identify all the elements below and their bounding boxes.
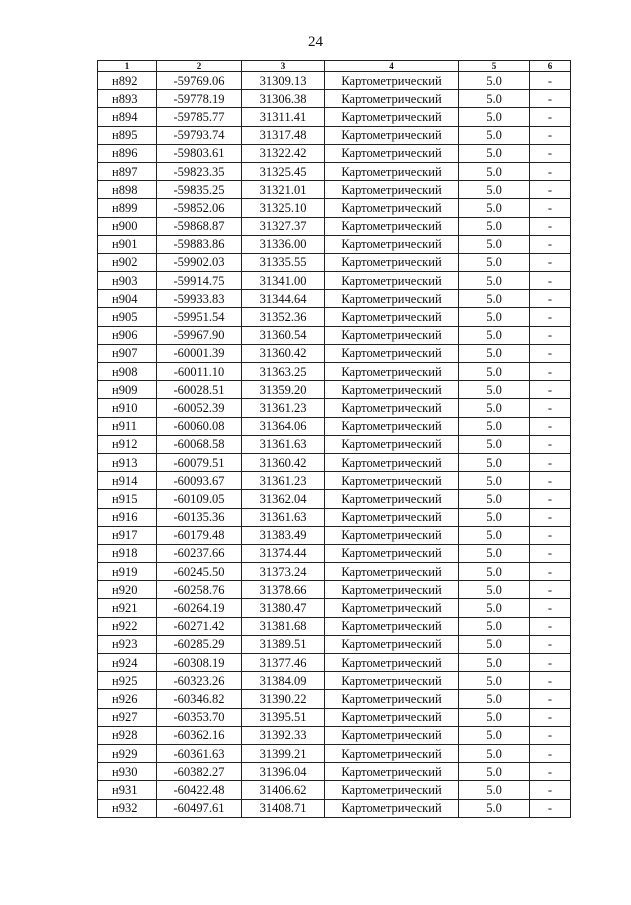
point-id-cell: н931 [98, 781, 157, 799]
coordinates-table [97, 60, 571, 818]
table-row [98, 290, 571, 308]
method-cell: Картометрический [325, 726, 459, 744]
table-row [98, 453, 571, 471]
table-row [98, 617, 571, 635]
method-cell: Картометрический [325, 453, 459, 471]
accuracy-cell: 5.0 [459, 235, 530, 253]
table-row [98, 162, 571, 180]
note-cell: - [530, 654, 571, 672]
y-coordinate-cell: 31383.49 [242, 526, 325, 544]
y-coordinate-cell: 31322.42 [242, 144, 325, 162]
method-cell: Картометрический [325, 344, 459, 362]
y-coordinate-cell: 31364.06 [242, 417, 325, 435]
note-cell: - [530, 126, 571, 144]
method-cell: Картометрический [325, 181, 459, 199]
accuracy-cell: 5.0 [459, 490, 530, 508]
x-coordinate-cell: -59793.74 [157, 126, 242, 144]
table-row [98, 144, 571, 162]
x-coordinate-cell: -60308.19 [157, 654, 242, 672]
note-cell: - [530, 199, 571, 217]
accuracy-cell: 5.0 [459, 781, 530, 799]
table-row [98, 326, 571, 344]
method-cell: Картометрический [325, 381, 459, 399]
table-row [98, 690, 571, 708]
accuracy-cell: 5.0 [459, 126, 530, 144]
note-cell: - [530, 381, 571, 399]
table-row [98, 399, 571, 417]
point-id-cell: н903 [98, 272, 157, 290]
table-row [98, 490, 571, 508]
method-cell: Картометрический [325, 690, 459, 708]
y-coordinate-cell: 31352.36 [242, 308, 325, 326]
page-number: 24 [308, 34, 323, 50]
accuracy-cell: 5.0 [459, 290, 530, 308]
accuracy-cell: 5.0 [459, 435, 530, 453]
note-cell: - [530, 672, 571, 690]
x-coordinate-cell: -59769.06 [157, 72, 242, 90]
x-coordinate-cell: -59868.87 [157, 217, 242, 235]
accuracy-cell: 5.0 [459, 344, 530, 362]
point-id-cell: н911 [98, 417, 157, 435]
table-row [98, 672, 571, 690]
note-cell: - [530, 508, 571, 526]
method-cell: Картометрический [325, 162, 459, 180]
y-coordinate-cell: 31361.63 [242, 508, 325, 526]
y-coordinate-cell: 31360.42 [242, 453, 325, 471]
y-coordinate-cell: 31327.37 [242, 217, 325, 235]
point-id-cell: н914 [98, 472, 157, 490]
y-coordinate-cell: 31381.68 [242, 617, 325, 635]
note-cell: - [530, 290, 571, 308]
accuracy-cell: 5.0 [459, 726, 530, 744]
table-row [98, 726, 571, 744]
accuracy-cell: 5.0 [459, 526, 530, 544]
y-coordinate-cell: 31395.51 [242, 708, 325, 726]
note-cell: - [530, 181, 571, 199]
method-cell: Картометрический [325, 199, 459, 217]
point-id-cell: н916 [98, 508, 157, 526]
accuracy-cell: 5.0 [459, 308, 530, 326]
x-coordinate-cell: -59914.75 [157, 272, 242, 290]
accuracy-cell: 5.0 [459, 399, 530, 417]
table-row [98, 253, 571, 271]
method-cell: Картометрический [325, 235, 459, 253]
point-id-cell: н895 [98, 126, 157, 144]
point-id-cell: н897 [98, 162, 157, 180]
point-id-cell: н915 [98, 490, 157, 508]
note-cell: - [530, 326, 571, 344]
accuracy-cell: 5.0 [459, 581, 530, 599]
accuracy-cell: 5.0 [459, 453, 530, 471]
point-id-cell: н927 [98, 708, 157, 726]
method-cell: Картометрический [325, 763, 459, 781]
point-id-cell: н902 [98, 253, 157, 271]
method-cell: Картометрический [325, 526, 459, 544]
method-cell: Картометрический [325, 508, 459, 526]
x-coordinate-cell: -60237.66 [157, 544, 242, 562]
x-coordinate-cell: -60264.19 [157, 599, 242, 617]
accuracy-cell: 5.0 [459, 672, 530, 690]
y-coordinate-cell: 31325.45 [242, 162, 325, 180]
point-id-cell: н900 [98, 217, 157, 235]
table-row [98, 544, 571, 562]
method-cell: Картометрический [325, 472, 459, 490]
x-coordinate-cell: -60028.51 [157, 381, 242, 399]
y-coordinate-cell: 31311.41 [242, 108, 325, 126]
method-cell: Картометрический [325, 581, 459, 599]
point-id-cell: н929 [98, 744, 157, 762]
y-coordinate-cell: 31336.00 [242, 235, 325, 253]
method-cell: Картометрический [325, 781, 459, 799]
note-cell: - [530, 472, 571, 490]
point-id-cell: н907 [98, 344, 157, 362]
x-coordinate-cell: -60135.36 [157, 508, 242, 526]
note-cell: - [530, 599, 571, 617]
table-row [98, 363, 571, 381]
table-row [98, 344, 571, 362]
method-cell: Картометрический [325, 217, 459, 235]
method-cell: Картометрический [325, 708, 459, 726]
note-cell: - [530, 799, 571, 817]
point-id-cell: н908 [98, 363, 157, 381]
table-row [98, 599, 571, 617]
point-id-cell: н917 [98, 526, 157, 544]
table-row [98, 217, 571, 235]
x-coordinate-cell: -60382.27 [157, 763, 242, 781]
point-id-cell: н921 [98, 599, 157, 617]
note-cell: - [530, 435, 571, 453]
x-coordinate-cell: -59967.90 [157, 326, 242, 344]
accuracy-cell: 5.0 [459, 544, 530, 562]
table-row [98, 181, 571, 199]
y-coordinate-cell: 31399.21 [242, 744, 325, 762]
point-id-cell: н923 [98, 635, 157, 653]
x-coordinate-cell: -60323.26 [157, 672, 242, 690]
point-id-cell: н901 [98, 235, 157, 253]
table-row [98, 235, 571, 253]
point-id-cell: н922 [98, 617, 157, 635]
point-id-cell: н928 [98, 726, 157, 744]
y-coordinate-cell: 31321.01 [242, 181, 325, 199]
x-coordinate-cell: -59785.77 [157, 108, 242, 126]
table-row [98, 563, 571, 581]
table-row [98, 272, 571, 290]
y-coordinate-cell: 31378.66 [242, 581, 325, 599]
accuracy-cell: 5.0 [459, 72, 530, 90]
note-cell: - [530, 763, 571, 781]
method-cell: Картометрический [325, 90, 459, 108]
accuracy-cell: 5.0 [459, 253, 530, 271]
table-row [98, 108, 571, 126]
point-id-cell: н906 [98, 326, 157, 344]
method-cell: Картометрический [325, 654, 459, 672]
point-id-cell: н926 [98, 690, 157, 708]
table-body [98, 72, 571, 818]
method-cell: Картометрический [325, 635, 459, 653]
table-row [98, 708, 571, 726]
x-coordinate-cell: -60011.10 [157, 363, 242, 381]
point-id-cell: н920 [98, 581, 157, 599]
note-cell: - [530, 272, 571, 290]
accuracy-cell: 5.0 [459, 144, 530, 162]
table-row [98, 526, 571, 544]
accuracy-cell: 5.0 [459, 162, 530, 180]
point-id-cell: н893 [98, 90, 157, 108]
accuracy-cell: 5.0 [459, 563, 530, 581]
note-cell: - [530, 453, 571, 471]
y-coordinate-cell: 31384.09 [242, 672, 325, 690]
table-row [98, 126, 571, 144]
y-coordinate-cell: 31390.22 [242, 690, 325, 708]
point-id-cell: н913 [98, 453, 157, 471]
note-cell: - [530, 108, 571, 126]
method-cell: Картометрический [325, 72, 459, 90]
note-cell: - [530, 399, 571, 417]
y-coordinate-cell: 31360.42 [242, 344, 325, 362]
accuracy-cell: 5.0 [459, 508, 530, 526]
x-coordinate-cell: -60179.48 [157, 526, 242, 544]
accuracy-cell: 5.0 [459, 417, 530, 435]
column-header: 2 [157, 61, 242, 72]
note-cell: - [530, 308, 571, 326]
note-cell: - [530, 72, 571, 90]
y-coordinate-cell: 31392.33 [242, 726, 325, 744]
accuracy-cell: 5.0 [459, 799, 530, 817]
x-coordinate-cell: -60285.29 [157, 635, 242, 653]
accuracy-cell: 5.0 [459, 708, 530, 726]
accuracy-cell: 5.0 [459, 90, 530, 108]
x-coordinate-cell: -59951.54 [157, 308, 242, 326]
point-id-cell: н918 [98, 544, 157, 562]
x-coordinate-cell: -60079.51 [157, 453, 242, 471]
method-cell: Картометрический [325, 544, 459, 562]
table-row [98, 381, 571, 399]
note-cell: - [530, 417, 571, 435]
method-cell: Картометрический [325, 144, 459, 162]
note-cell: - [530, 726, 571, 744]
x-coordinate-cell: -60109.05 [157, 490, 242, 508]
table-row [98, 435, 571, 453]
y-coordinate-cell: 31325.10 [242, 199, 325, 217]
x-coordinate-cell: -60271.42 [157, 617, 242, 635]
table-row [98, 581, 571, 599]
table-row [98, 308, 571, 326]
note-cell: - [530, 581, 571, 599]
method-cell: Картометрический [325, 490, 459, 508]
accuracy-cell: 5.0 [459, 181, 530, 199]
y-coordinate-cell: 31309.13 [242, 72, 325, 90]
x-coordinate-cell: -60052.39 [157, 399, 242, 417]
point-id-cell: н919 [98, 563, 157, 581]
table-row [98, 472, 571, 490]
point-id-cell: н894 [98, 108, 157, 126]
accuracy-cell: 5.0 [459, 199, 530, 217]
method-cell: Картометрический [325, 672, 459, 690]
y-coordinate-cell: 31359.20 [242, 381, 325, 399]
accuracy-cell: 5.0 [459, 272, 530, 290]
y-coordinate-cell: 31363.25 [242, 363, 325, 381]
column-header: 3 [242, 61, 325, 72]
table-row [98, 508, 571, 526]
note-cell: - [530, 526, 571, 544]
point-id-cell: н896 [98, 144, 157, 162]
accuracy-cell: 5.0 [459, 744, 530, 762]
table-row [98, 654, 571, 672]
point-id-cell: н932 [98, 799, 157, 817]
method-cell: Картометрический [325, 744, 459, 762]
column-header: 1 [98, 61, 157, 72]
y-coordinate-cell: 31341.00 [242, 272, 325, 290]
x-coordinate-cell: -60422.48 [157, 781, 242, 799]
column-header: 6 [530, 61, 571, 72]
accuracy-cell: 5.0 [459, 108, 530, 126]
y-coordinate-cell: 31408.71 [242, 799, 325, 817]
table-row [98, 799, 571, 817]
accuracy-cell: 5.0 [459, 381, 530, 399]
x-coordinate-cell: -60353.70 [157, 708, 242, 726]
note-cell: - [530, 744, 571, 762]
table-row [98, 199, 571, 217]
point-id-cell: н905 [98, 308, 157, 326]
method-cell: Картометрический [325, 599, 459, 617]
x-coordinate-cell: -60258.76 [157, 581, 242, 599]
x-coordinate-cell: -59803.61 [157, 144, 242, 162]
x-coordinate-cell: -59835.25 [157, 181, 242, 199]
method-cell: Картометрический [325, 799, 459, 817]
y-coordinate-cell: 31380.47 [242, 599, 325, 617]
method-cell: Картометрический [325, 126, 459, 144]
method-cell: Картометрический [325, 326, 459, 344]
x-coordinate-cell: -59778.19 [157, 90, 242, 108]
note-cell: - [530, 144, 571, 162]
note-cell: - [530, 235, 571, 253]
y-coordinate-cell: 31317.48 [242, 126, 325, 144]
note-cell: - [530, 363, 571, 381]
point-id-cell: н899 [98, 199, 157, 217]
y-coordinate-cell: 31335.55 [242, 253, 325, 271]
point-id-cell: н910 [98, 399, 157, 417]
x-coordinate-cell: -60093.67 [157, 472, 242, 490]
accuracy-cell: 5.0 [459, 654, 530, 672]
point-id-cell: н924 [98, 654, 157, 672]
point-id-cell: н898 [98, 181, 157, 199]
point-id-cell: н904 [98, 290, 157, 308]
x-coordinate-cell: -60245.50 [157, 563, 242, 581]
accuracy-cell: 5.0 [459, 690, 530, 708]
y-coordinate-cell: 31362.04 [242, 490, 325, 508]
accuracy-cell: 5.0 [459, 472, 530, 490]
y-coordinate-cell: 31306.38 [242, 90, 325, 108]
note-cell: - [530, 544, 571, 562]
point-id-cell: н930 [98, 763, 157, 781]
x-coordinate-cell: -60497.61 [157, 799, 242, 817]
column-header: 4 [325, 61, 459, 72]
point-id-cell: н925 [98, 672, 157, 690]
accuracy-cell: 5.0 [459, 599, 530, 617]
x-coordinate-cell: -59823.35 [157, 162, 242, 180]
method-cell: Картометрический [325, 290, 459, 308]
accuracy-cell: 5.0 [459, 326, 530, 344]
x-coordinate-cell: -60068.58 [157, 435, 242, 453]
x-coordinate-cell: -60001.39 [157, 344, 242, 362]
y-coordinate-cell: 31344.64 [242, 290, 325, 308]
method-cell: Картометрический [325, 417, 459, 435]
note-cell: - [530, 690, 571, 708]
method-cell: Картометрический [325, 363, 459, 381]
note-cell: - [530, 217, 571, 235]
accuracy-cell: 5.0 [459, 363, 530, 381]
method-cell: Картометрический [325, 617, 459, 635]
method-cell: Картометрический [325, 435, 459, 453]
point-id-cell: н912 [98, 435, 157, 453]
y-coordinate-cell: 31389.51 [242, 635, 325, 653]
x-coordinate-cell: -59933.83 [157, 290, 242, 308]
x-coordinate-cell: -60361.63 [157, 744, 242, 762]
note-cell: - [530, 344, 571, 362]
y-coordinate-cell: 31377.46 [242, 654, 325, 672]
accuracy-cell: 5.0 [459, 635, 530, 653]
note-cell: - [530, 563, 571, 581]
y-coordinate-cell: 31396.04 [242, 763, 325, 781]
accuracy-cell: 5.0 [459, 763, 530, 781]
note-cell: - [530, 635, 571, 653]
method-cell: Картометрический [325, 308, 459, 326]
x-coordinate-cell: -60060.08 [157, 417, 242, 435]
method-cell: Картометрический [325, 272, 459, 290]
accuracy-cell: 5.0 [459, 617, 530, 635]
table-row [98, 417, 571, 435]
table-header-row [98, 61, 571, 72]
x-coordinate-cell: -59902.03 [157, 253, 242, 271]
y-coordinate-cell: 31361.23 [242, 399, 325, 417]
x-coordinate-cell: -60346.82 [157, 690, 242, 708]
y-coordinate-cell: 31360.54 [242, 326, 325, 344]
method-cell: Картометрический [325, 563, 459, 581]
x-coordinate-cell: -59852.06 [157, 199, 242, 217]
y-coordinate-cell: 31361.63 [242, 435, 325, 453]
y-coordinate-cell: 31373.24 [242, 563, 325, 581]
x-coordinate-cell: -60362.16 [157, 726, 242, 744]
table-row [98, 744, 571, 762]
table-row [98, 763, 571, 781]
table-row [98, 781, 571, 799]
note-cell: - [530, 708, 571, 726]
note-cell: - [530, 162, 571, 180]
point-id-cell: н909 [98, 381, 157, 399]
point-id-cell: н892 [98, 72, 157, 90]
method-cell: Картометрический [325, 253, 459, 271]
method-cell: Картометрический [325, 399, 459, 417]
column-header: 5 [459, 61, 530, 72]
y-coordinate-cell: 31374.44 [242, 544, 325, 562]
table-row [98, 72, 571, 90]
accuracy-cell: 5.0 [459, 217, 530, 235]
note-cell: - [530, 617, 571, 635]
table-row [98, 635, 571, 653]
note-cell: - [530, 490, 571, 508]
table-row [98, 90, 571, 108]
x-coordinate-cell: -59883.86 [157, 235, 242, 253]
note-cell: - [530, 781, 571, 799]
y-coordinate-cell: 31361.23 [242, 472, 325, 490]
y-coordinate-cell: 31406.62 [242, 781, 325, 799]
method-cell: Картометрический [325, 108, 459, 126]
note-cell: - [530, 253, 571, 271]
note-cell: - [530, 90, 571, 108]
